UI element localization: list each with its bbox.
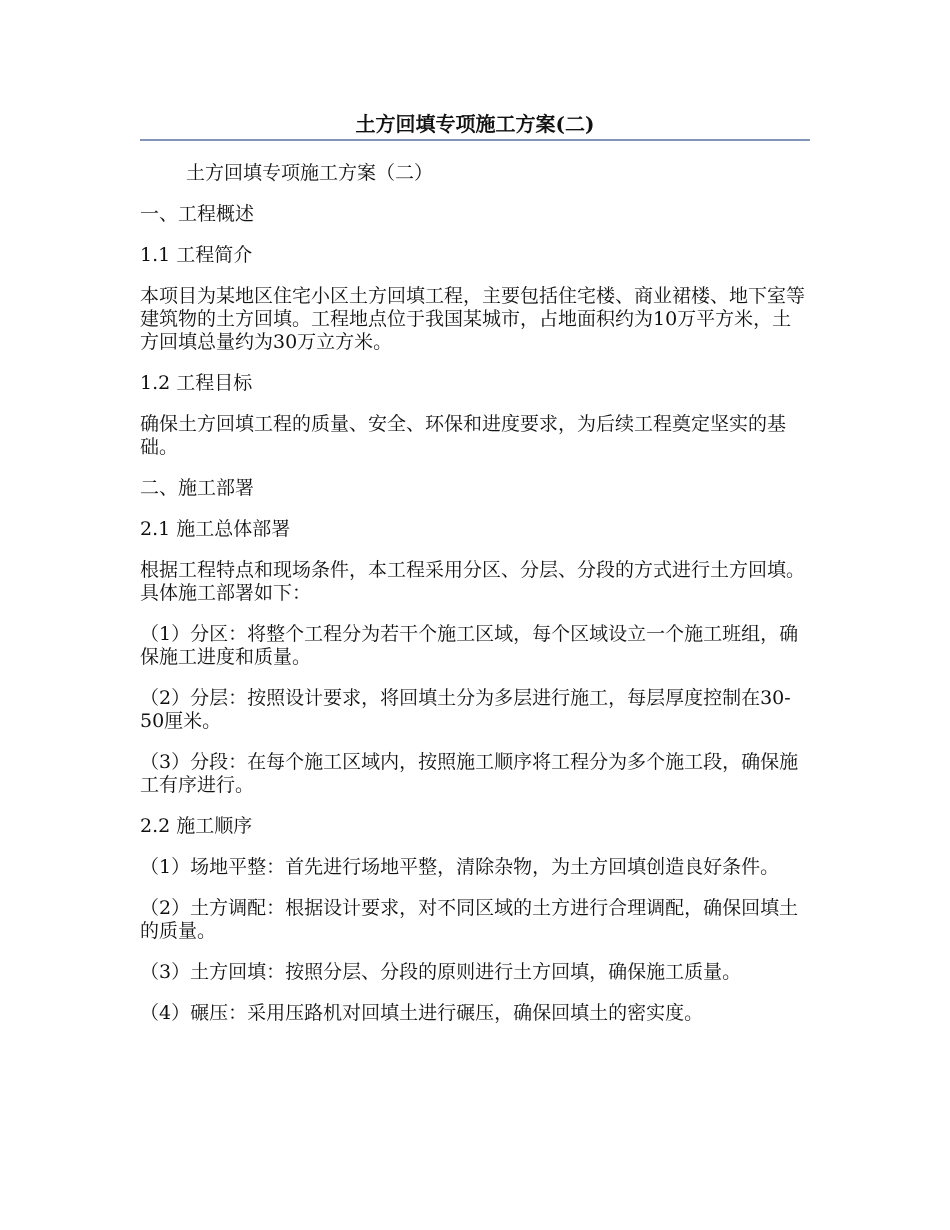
body-paragraph: 确保土方回填工程的质量、安全、环保和进度要求，为后续工程奠定坚实的基础。 [140,413,787,458]
body-paragraph: 根据工程特点和现场条件，本工程采用分区、分层、分段的方式进行土方回填。具体施工部署如下： [140,559,806,604]
document-title: 土方回填专项施工方案(二) [355,112,595,136]
document-body [140,162,810,1043]
list-item: （1）分区：将整个工程分为若干个施工区域，每个区域设立一个施工班组，确保施工进度和质量。 [140,623,799,668]
list-item: （3）土方回填：按照分层、分段的原则进行土方回填，确保施工质量。 [140,961,742,983]
body-paragraph: 本项目为某地区住宅小区土方回填工程，主要包括住宅楼、商业裙楼、地下室等建筑物的土方回填。工程地点位于我国某城市，占地面积约为10万平方米，土方回填总量约为30万立方米。 [140,285,806,353]
subsection-heading: 2.2 施工顺序 [140,815,253,837]
section-heading: 一、工程概述 [140,203,255,225]
subsection-heading: 2.1 施工总体部署 [140,518,291,540]
subsection-heading: 1.2 工程目标 [140,372,253,394]
list-item: （2）土方调配：根据设计要求，对不同区域的土方进行合理调配，确保回填土的质量。 [140,897,799,942]
body-title: 土方回填专项施工方案（二） [186,162,434,184]
subsection-heading: 1.1 工程简介 [140,244,253,266]
section-heading: 二、施工部署 [140,477,255,499]
document-header [140,112,810,140]
list-item: （4）碾压：采用压路机对回填土进行碾压，确保回填土的密实度。 [140,1002,704,1024]
list-item: （2）分层：按照设计要求，将回填土分为多层进行施工，每层厚度控制在30-50厘米。 [140,687,791,732]
header-divider [140,139,810,141]
list-item: （3）分段：在每个施工区域内，按照施工顺序将工程分为多个施工段，确保施工有序进行。 [140,751,799,796]
list-item: （1）场地平整：首先进行场地平整，清除杂物，为土方回填创造良好条件。 [140,856,780,878]
